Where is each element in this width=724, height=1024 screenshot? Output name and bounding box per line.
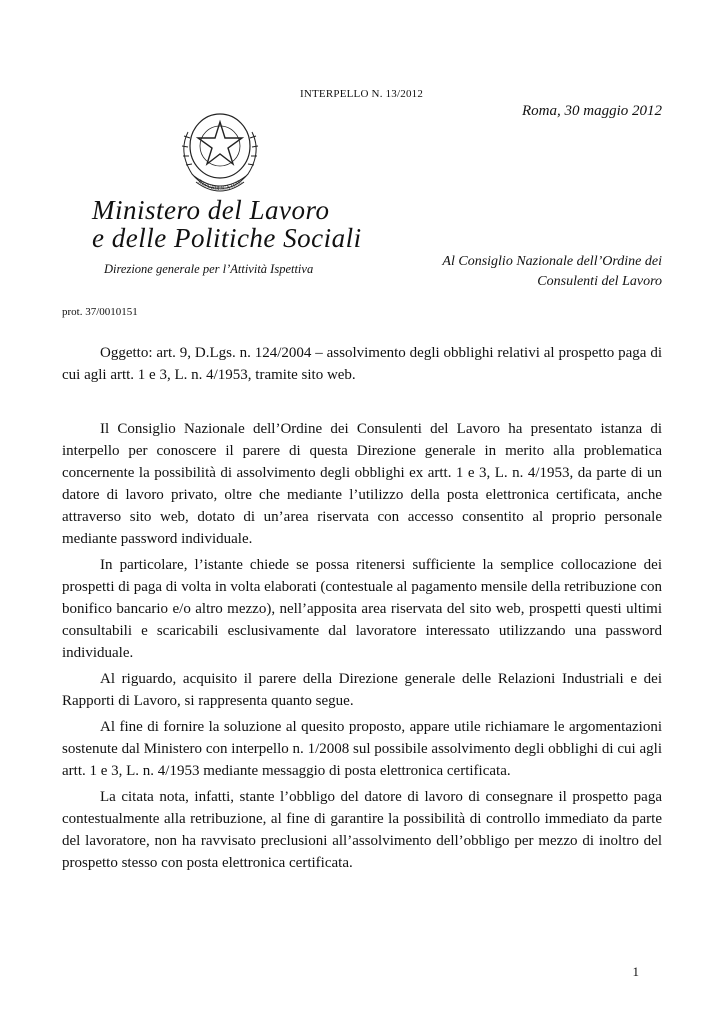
recipient (442, 252, 662, 292)
recipient-line1: Al Consiglio Nazionale dell’Ordine dei (442, 254, 662, 269)
paragraph: In particolare, l’istante chiede se possa ritenersi sufficiente la semplice collocazione dei prospetti di paga di volta in volta elaborati (contestuale al pagamento mensile della retribuzione con bonifico bancario e/o altro mezzo), nell’apposita area riservata del sito web, prospetti questi ultimi consultabili e scaricabili esclusivamente dal lavoratore interessato utilizzando una password individuale. (62, 557, 662, 661)
ministry-name (92, 196, 362, 252)
protocol-number: prot. 37/0010151 (62, 306, 138, 318)
ministry-line1: Ministero del Lavoro (92, 195, 330, 225)
paragraph: Il Consiglio Nazionale dell’Ordine dei Consulenti del Lavoro ha presentato istanza di interpello per conoscere il parere di questa Direzione generale in merito alla problematica concernente la possibilità di assolvimento degli obblighi ex artt. 1 e 3, L. n. 4/1953, da parte di un datore di lavoro privato, oltre che mediante l’utilizzo della posta elettronica certificata, anche attraverso sito web, dotato di un’area riservata con accesso consentito al proprio personale mediante password individuale. (62, 421, 662, 547)
subject-paragraph: Oggetto: art. 9, D.Lgs. n. 124/2004 – assolvimento degli obblighi relativi al prospetto paga di cui agli artt. 1 e 3, L. n. 4/1953, tramite sito web. (62, 345, 662, 383)
paragraph: Al riguardo, acquisito il parere della Direzione generale delle Relazioni Industriali e dei Rapporti di Lavoro, si rappresenta quanto segue. (62, 671, 662, 709)
emblem-text: REPUBBLICA ITAL (196, 178, 244, 193)
emblem-icon (168, 102, 272, 198)
document-date: Roma, 30 maggio 2012 (522, 103, 662, 119)
svg-text:REPUBBLICA ITALIANA (168, 102, 244, 192)
recipient-line2: Consulenti del Lavoro (537, 274, 662, 289)
page-number: 1 (632, 964, 639, 979)
directorate: Direzione generale per l’Attività Ispettiva (104, 262, 314, 276)
interpello-number: INTERPELLO N. 13/2012 (300, 88, 424, 100)
document-body (62, 342, 662, 874)
paragraph: La citata nota, infatti, stante l’obbligo del datore di lavoro di consegnare il prospetto paga contestualmente alla retribuzione, al fine di garantire la possibilità di controllo immediato da parte del lavoratore, non ha ravvisato preclusioni all’assolvimento dell’obbligo per mezzo di inoltro del prospetto stesso con posta elettronica certificata. (62, 789, 662, 871)
ministry-line2: e delle Politiche Sociali (92, 223, 362, 253)
paragraph: Al fine di fornire la soluzione al quesito proposto, appare utile richiamare le argomentazioni sostenute dal Ministero con interpello n. 1/2008 sul possibile assolvimento degli obblighi di cui agli artt. 1 e 3, L. n. 4/1953 mediante messaggio di posta elettronica certificata. (62, 719, 662, 779)
